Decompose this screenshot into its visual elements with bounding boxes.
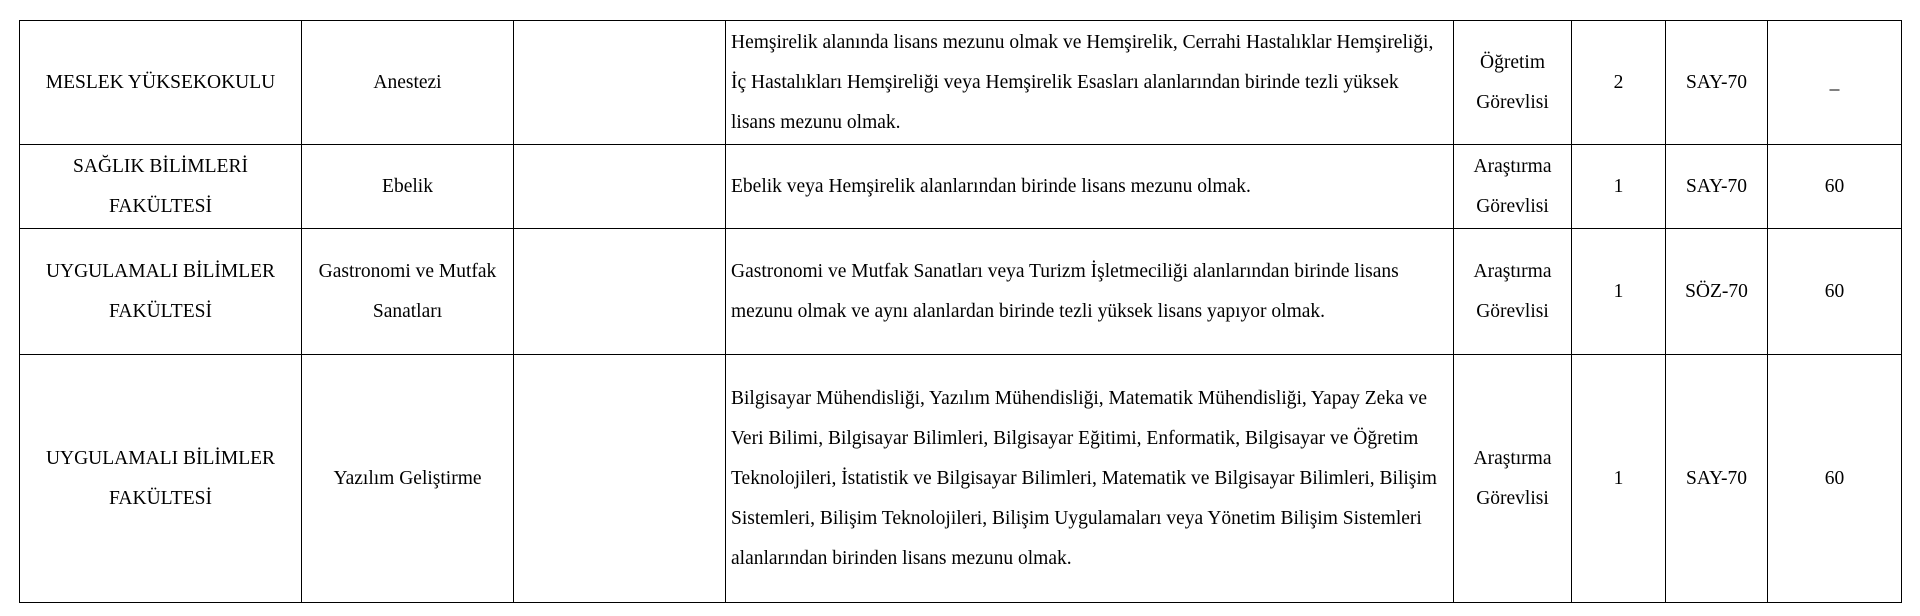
count-cell [1572, 145, 1666, 229]
position-count: 1 [1613, 467, 1624, 489]
requirements-text: Ebelik veya Hemşirelik alanlarından birinde lisans mezunu olmak. [731, 175, 1251, 197]
title-cell [1454, 21, 1572, 145]
foreign-language-cell [1768, 355, 1902, 603]
ales-cell [1666, 355, 1768, 603]
ales-cell [1666, 145, 1768, 229]
department-cell [302, 229, 514, 355]
unit-cell [20, 21, 302, 145]
position-title: Araştırma Görevlisi [1473, 155, 1552, 217]
table-row [20, 229, 1902, 355]
department-name: Anestezi [373, 71, 442, 93]
title-cell [1454, 229, 1572, 355]
position-count: 1 [1613, 175, 1624, 197]
unit-name: SAĞLIK BİLİMLERİ FAKÜLTESİ [73, 155, 248, 217]
table-row [20, 145, 1902, 229]
title-cell [1454, 145, 1572, 229]
unit-cell [20, 355, 302, 603]
count-cell [1572, 355, 1666, 603]
positions-table [19, 20, 1902, 603]
foreign-language-cell [1768, 145, 1902, 229]
division-cell [514, 21, 726, 145]
department-cell [302, 21, 514, 145]
unit-name: UYGULAMALI BİLİMLER FAKÜLTESİ [45, 447, 276, 509]
department-cell [302, 355, 514, 603]
foreign-language-cell [1768, 21, 1902, 145]
foreign-language-score: 60 [1824, 467, 1845, 489]
department-name: Ebelik [382, 175, 433, 197]
unit-name: MESLEK YÜKSEKOKULU [45, 71, 276, 93]
requirements-cell [726, 229, 1454, 355]
requirements-cell [726, 145, 1454, 229]
position-title: Araştırma Görevlisi [1473, 447, 1552, 509]
department-name: Yazılım Geliştirme [333, 467, 482, 489]
unit-cell [20, 145, 302, 229]
count-cell [1572, 229, 1666, 355]
count-cell [1572, 21, 1666, 145]
position-count: 2 [1613, 71, 1624, 93]
ales-score: SAY-70 [1685, 467, 1748, 489]
division-cell [514, 145, 726, 229]
foreign-language-cell [1768, 229, 1902, 355]
requirements-text: Hemşirelik alanında lisans mezunu olmak ve Hemşirelik, Cerrahi Hastalıklar Hemşireliği, İç Hastalıkları Hemşireliği veya Hemşirelik Esasları alanlarından birinde tezli yüksek lisans mezunu olmak. [731, 31, 1434, 133]
foreign-language-score: _ [1829, 71, 1840, 93]
unit-cell [20, 229, 302, 355]
requirements-text: Bilgisayar Mühendisliği, Yazılım Mühendisliği, Matematik Mühendisliği, Yapay Zeka ve Veri Bilimi, Bilgisayar Bilimleri, Bilgisayar Eğitimi, Enformatik, Bilgisayar ve Öğretim Teknolojileri, İstatistik ve Bilgisayar Bilimleri, Matematik ve Bilgisayar Bilimleri, Bilişim Sistemleri, Bilişim Teknolojileri, Bilişim Uygulamaları veya Yönetim Bilişim Sistemleri alanlarından birinden lisans mezunu olmak. [731, 387, 1437, 569]
department-name: Gastronomi ve Mutfak Sanatları [318, 260, 497, 322]
position-title: Öğretim Görevlisi [1476, 51, 1549, 113]
foreign-language-score: 60 [1824, 280, 1845, 302]
requirements-cell [726, 355, 1454, 603]
position-count: 1 [1613, 280, 1624, 302]
requirements-cell [726, 21, 1454, 145]
division-cell [514, 229, 726, 355]
department-cell [302, 145, 514, 229]
table-row [20, 355, 1902, 603]
ales-score: SÖZ-70 [1685, 280, 1748, 302]
ales-cell [1666, 21, 1768, 145]
unit-name: UYGULAMALI BİLİMLER FAKÜLTESİ [45, 260, 276, 322]
ales-score: SAY-70 [1685, 71, 1748, 93]
division-cell [514, 355, 726, 603]
ales-score: SAY-70 [1685, 175, 1748, 197]
requirements-text: Gastronomi ve Mutfak Sanatları veya Turizm İşletmeciliği alanlarından birinde lisans mezunu olmak ve aynı alanlardan birinde tezli yüksek lisans yapıyor olmak. [731, 260, 1399, 322]
foreign-language-score: 60 [1824, 175, 1845, 197]
ales-cell [1666, 229, 1768, 355]
title-cell [1454, 355, 1572, 603]
table-row [20, 21, 1902, 145]
position-title: Araştırma Görevlisi [1473, 260, 1552, 322]
